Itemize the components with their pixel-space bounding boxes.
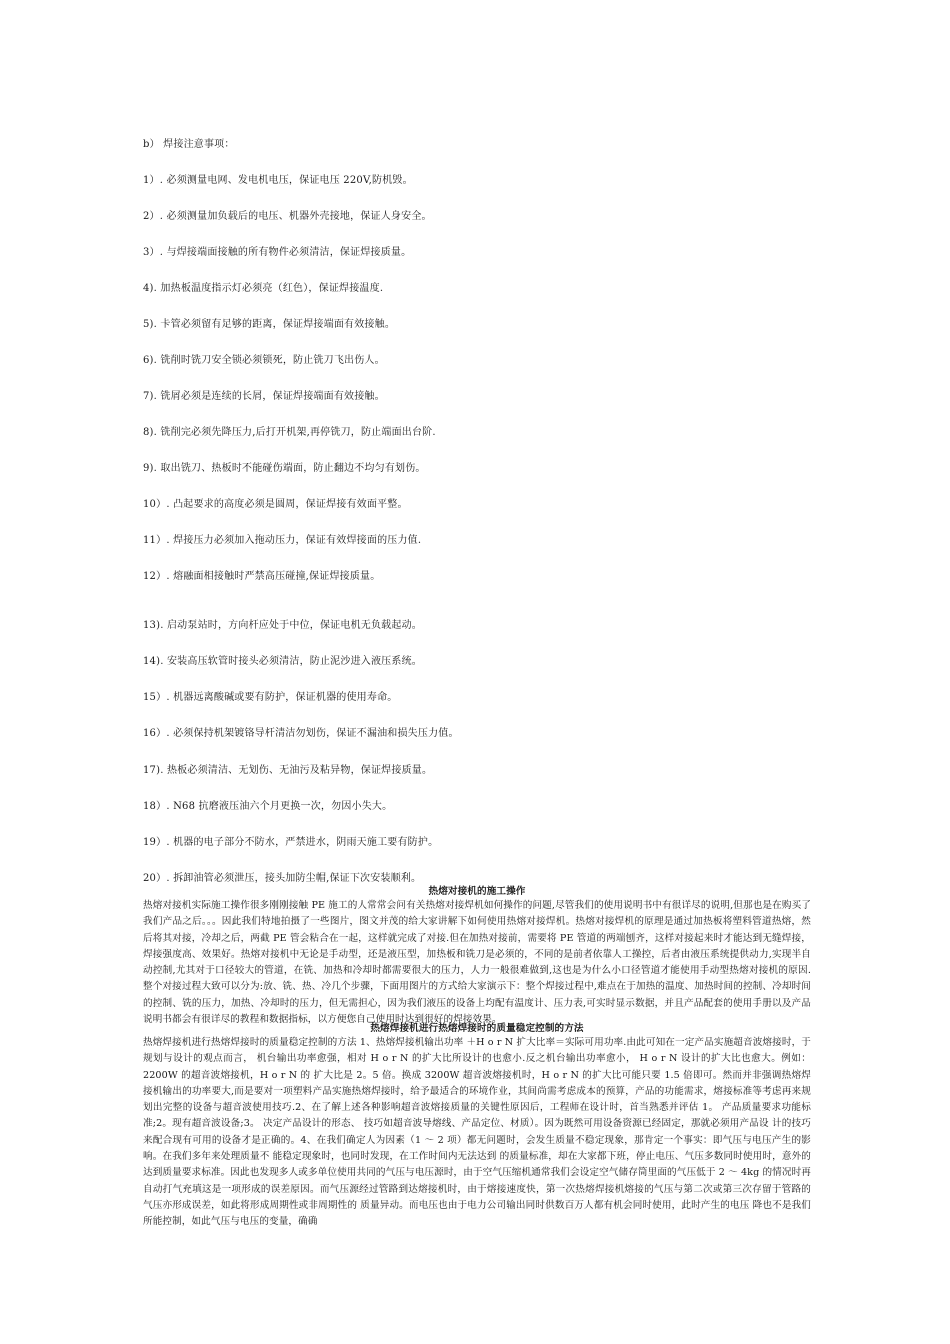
note-item-11: 11）. 焊接压力必须加入拖动压力，保证有效焊接面的压力值. (143, 535, 422, 546)
note-item-8: 8). 铣削完必须先降压力,后打开机架,再停铣刀，防止端面出台阶. (143, 427, 436, 438)
note-item-6: 6). 铣削时铣刀安全锁必须锁死，防止铣刀飞出伤人。 (143, 355, 385, 366)
section-body-operation: 热熔对接机实际施工操作很多刚刚接触 PE 施工的人常常会问有关热熔对接焊机如何操作的问题,尽管我们的使用说明书中有很详尽的说明,但那也是在购买了我们产品之后。。。因此我们特地拍摄了一些图片，图文并茂的给大家讲解下如何使用热熔对接焊机。热熔对接焊机的原理是通过加热板将塑料管道热熔，然后将其对接，冷却之后，两截 PE 管会粘合在一起，这样就完成了对接.但在加热对接前，需要将 PE 管道的两端刨齐，这样对接起来时才能达到无缝焊接，焊接强度高、效果好。热熔对接机中无论是手动型，还是液压型，加热板和铣刀是必须的，不同的是前者依靠人工操控，后者由液压系统提供动力,实现半自动控制,尤其对于口径较大的管道，在铣、加热和冷却时都需要很大的压力，人力一般很难做到,这也是为什么小口径管道才能使用手动型热熔对接机的原因.整个对接过程大致可以分为:放、铣、热、冷几个步骤，下面用图片的方式给大家演示下：整个焊接过程中,难点在于加热的温度、加热时间的控制、冷却时间的控制、铣的压力，加热、冷却时的压力，但无需担心，因为我们液压的设备上均配有温度计、压力表,可实时显示数据，并且产品配套的使用手册以及产品说明书都会有很详尽的教程和数据指标，以方便您自己使用时达到很好的焊接效果。 (143, 900, 811, 1026)
note-item-1: 1）. 必须测量电网、发电机电压，保证电压 220V,防机毁。 (143, 175, 413, 186)
note-item-4: 4). 加热板温度指示灯必须亮（红色），保证焊接温度. (143, 283, 384, 294)
note-item-15: 15）. 机器远离酸碱或要有防护，保证机器的使用寿命。 (143, 692, 398, 703)
note-item-10: 10）. 凸起要求的高度必须是圆周，保证焊接有效面平整。 (143, 499, 408, 510)
note-item-16: 16）. 必须保持机架镀铬导杆清洁勿划伤，保证不漏油和损失压力值。 (143, 728, 459, 739)
note-item-12: 12）. 熔融面相接触时严禁高压碰撞,保证焊接质量。 (143, 571, 381, 582)
note-item-2: 2）. 必须测量加负载后的电压、机器外壳接地，保证人身安全。 (143, 211, 432, 222)
note-item-14: 14). 安装高压软管时接头必须清洁，防止泥沙进入液压系统。 (143, 656, 422, 667)
note-item-13: 13). 启动泵站时，方向杆应处于中位，保证电机无负载起动。 (143, 620, 422, 631)
section-heading-quality: 热熔焊接机进行热熔焊接时的质量稳定控制的方法 (370, 1023, 584, 1034)
note-item-17: 17). 热板必须清洁、无划伤、无油污及粘异物，保证焊接质量。 (143, 765, 433, 776)
section-body-quality: 热熔焊接机进行热熔焊接时的质量稳定控制的方法 1、热熔焊接机输出功率 ＋H o r N 扩大比率＝实际可用功率.由此可知在一定产品实施超音波熔接时，于规划与设计的观点而言， 机台输出功率愈强，相对 H o r N 的扩大比所设计的也愈小.反之机台输出功率愈小， H o r N 设计的扩大比也愈大。例如： 2200W 的超音波熔接机，H o r N 的 扩大比是 2。5 倍。换成 3200W 超音波熔接机时，H o r N 的扩大比可能只要 1.5 倍即可。然而并非强调热熔焊接机输出的功率要大,而是要对一项塑料产品实施热熔焊接时，给予最适合的环境作业，其间尚需考虑成本的预算，产品的功能需求，熔接标准等考虑再来规划出完整的设备与超音波使用技巧.2、在了解上述各种影响超音波熔接质量的关键性原因后，工程师在设计时，首当熟悉并评估 1。 产品质量要求功能标准;2。现有超音波设备;3。 决定产品设计的形态、 技巧如超音波导熔线、产品定位、材质）。因为既然可用设备资源已经固定，那就必须用产品设 计的技巧来配合现有可用的设备才是正确的。4、在我们确定人为因素（1 ～ 2 项）都无问题时，会发生质量不稳定现象，那肯定一个事实：即气压与电压产生的影响。在我们多年来处理质量不 能稳定现象时，也同时发现，在工作时间内无法达到 的质量标准，却在大家都下班，停止电压、气压多数同时使用时，意外的达到质量要求标准。因此也发现多人或多单位使用共同的气压与电压源时，由于空气压缩机通常我们会设定空气储存筒里面的气压低于 2 ～ 4kg 的情况时再自动打气充填这是一项形成的误差原因。而气压源经过管路到达熔接机时，由于熔接速度快，第一次热熔焊接机熔接的气压与第二次或第三次存留于管路的气压亦形成误差，如此将形成周期性或非周期性的 质量异动。而电压也由于电力公司输出同时供数百万人都有机会同时使用，此时产生的电压 降也不是我们所能控制，如此气压与电压的变量，确确 (143, 1037, 811, 1228)
section-heading-operation: 热熔对接机的施工操作 (428, 886, 526, 897)
note-item-20: 20）. 拆卸油管必须泄压，接头加防尘帽,保证下次安装顺利。 (143, 873, 422, 884)
note-item-18: 18）. N68 抗磨液压油六个月更换一次，勿因小失大。 (143, 801, 393, 812)
note-item-7: 7). 铣屑必须是连续的长屑，保证焊接端面有效接触。 (143, 391, 385, 402)
notes-title: b） 焊接注意事项： (143, 139, 235, 150)
note-item-9: 9). 取出铣刀、热板时不能碰伤端面，防止翻边不均匀有划伤。 (143, 463, 426, 474)
note-item-3: 3）. 与焊接端面接触的所有物件必须清洁，保证焊接质量。 (143, 247, 412, 258)
note-item-5: 5). 卡管必须留有足够的距离，保证焊接端面有效接触。 (143, 319, 396, 330)
note-item-19: 19）. 机器的电子部分不防水，严禁进水，阴雨天施工要有防护。 (143, 837, 439, 848)
